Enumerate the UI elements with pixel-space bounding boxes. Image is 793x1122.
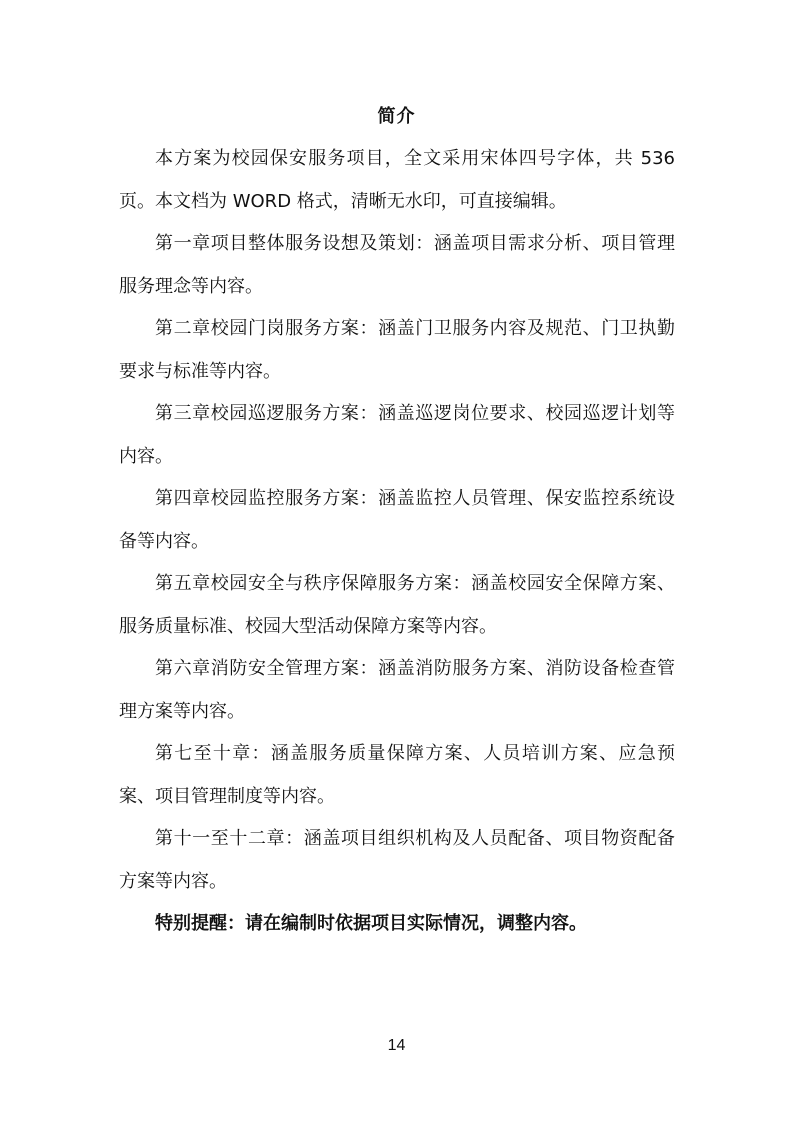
page-title: 简介 — [377, 106, 416, 127]
paragraph-chapter-2: 第二章校园门岗服务方案：涵盖门卫服务内容及规范、门卫执勤要求与标准等内容。 — [119, 318, 675, 382]
paragraph-chapter-3: 第三章校园巡逻服务方案：涵盖巡逻岗位要求、校园巡逻计划等内容。 — [119, 403, 675, 467]
paragraph-chapter-1: 第一章项目整体服务设想及策划：涵盖项目需求分析、项目管理服务理念等内容。 — [119, 233, 675, 297]
paragraph-intro: 本方案为校园保安服务项目，全文采用宋体四号字体，共 536 页。本文档为 WORD 格式，清晰无水印，可直接编辑。 — [119, 148, 675, 212]
paragraph-chapter-4: 第四章校园监控服务方案：涵盖监控人员管理、保安监控系统设备等内容。 — [119, 488, 675, 552]
document-body — [119, 138, 675, 946]
paragraph-chapter-11-12: 第十一至十二章：涵盖项目组织机构及人员配备、项目物资配备方案等内容。 — [119, 828, 675, 892]
paragraph-chapter-6: 第六章消防安全管理方案：涵盖消防服务方案、消防设备检查管理方案等内容。 — [119, 658, 675, 722]
page-number: 14 — [387, 1037, 406, 1054]
paragraph-chapter-5: 第五章校园安全与秩序保障服务方案：涵盖校园安全保障方案、服务质量标准、校园大型活动保障方案等内容。 — [119, 573, 675, 637]
special-reminder: 特别提醒：请在编制时依据项目实际情况，调整内容。 — [155, 913, 587, 934]
paragraph-chapter-7-10: 第七至十章：涵盖服务质量保障方案、人员培训方案、应急预案、项目管理制度等内容。 — [119, 743, 675, 807]
